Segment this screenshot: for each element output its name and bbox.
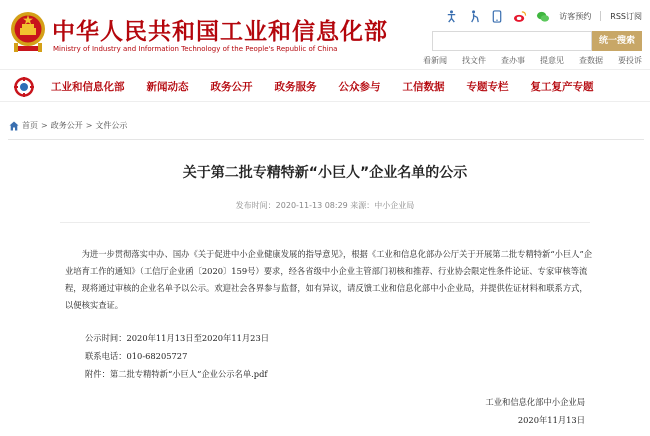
quick-link-services[interactable]: 查办事	[501, 56, 525, 65]
article-title: 关于第二批专精特新“小巨人”企业名单的公示	[182, 165, 468, 181]
breadcrumb-home[interactable]: 首页	[22, 121, 38, 130]
meta-divider	[60, 222, 590, 223]
breadcrumb-separator: >	[85, 121, 93, 130]
national-emblem-icon[interactable]	[10, 9, 46, 53]
nav-item-government-services[interactable]: 政务服务	[274, 81, 317, 93]
contact-phone: 联系电话：010-68205727	[85, 351, 188, 361]
breadcrumb-government-affairs[interactable]: 政务公开	[50, 121, 83, 130]
article-meta: 发布时间：2020-11-13 08:29 来源：中小企业局	[235, 201, 415, 210]
visit-appointment-link[interactable]: 访客预约	[559, 11, 592, 21]
nav-item-data[interactable]: 工信数据	[402, 81, 445, 93]
quick-links	[423, 55, 642, 66]
nav-item-ministry[interactable]: 工业和信息化部	[51, 81, 125, 93]
article-body: 为进一步贯彻落实中办、国办《关于促进中小企业健康发展的指导意见》，根据《工业和信息化部办公厅关于开展第二批专精特新“小巨人”企业培育工作的通知》（工信厅企业函〔2020〕159号）要求，经各省级中小企业主管部门初核和推荐、行业协会限定性条件论证、专家审核等流程，现将通过审核的企业名单予以公示。欢迎社会各界参与监督，如有异议，请反馈工业和信息化部中小企业局，并提供佐证材料和联系方式，以便核实查证。	[65, 249, 593, 310]
main-nav	[0, 69, 650, 102]
breadcrumb-file-notice[interactable]: 文件公示	[95, 121, 128, 130]
notice-period: 公示时间：2020年11月13日至2020年11月23日	[85, 333, 270, 343]
nav-item-news[interactable]: 新闻动态	[146, 81, 189, 93]
attachment-link[interactable]: 附件：第二批专精特新“小巨人”企业公示名单.pdf	[85, 369, 268, 379]
nav-item-resumption-topic[interactable]: 复工复产专题	[530, 81, 594, 93]
breadcrumb-separator: >	[41, 121, 48, 130]
nav-item-special-topics[interactable]: 专题专栏	[466, 81, 509, 93]
signature-date: 2020年11月13日	[517, 415, 585, 425]
site-header	[0, 0, 650, 66]
quick-link-files[interactable]: 找文件	[462, 56, 486, 65]
site-name[interactable]: 中华人民共和国工业和信息化部	[52, 19, 388, 45]
site-name-english: Ministry of Industry and Information Technology of the People's Republic of China	[53, 45, 338, 53]
quick-link-data[interactable]: 查数据	[579, 56, 603, 65]
top-toolbar	[444, 9, 642, 23]
ministry-logo-icon[interactable]	[14, 77, 34, 97]
breadcrumb-divider	[8, 139, 644, 140]
quick-link-news[interactable]: 看新闻	[423, 56, 447, 65]
mobile-icon[interactable]	[490, 9, 504, 23]
home-icon	[9, 121, 19, 131]
quick-link-complaint[interactable]: 要投诉	[618, 56, 642, 65]
signature: 工业和信息化部中小企业局	[485, 397, 585, 407]
search-button[interactable]: 统一搜索	[592, 31, 642, 51]
wechat-icon[interactable]	[536, 9, 550, 23]
quick-link-feedback[interactable]: 提意见	[540, 56, 564, 65]
breadcrumb	[9, 120, 127, 131]
nav-item-public-participation[interactable]: 公众参与	[338, 81, 381, 93]
accessibility-icon[interactable]	[444, 9, 458, 23]
nav-item-government-affairs[interactable]: 政务公开	[210, 81, 253, 93]
rss-link[interactable]: RSS订阅	[610, 11, 642, 21]
toolbar-divider	[600, 11, 601, 21]
elderly-mode-icon[interactable]	[467, 9, 481, 23]
weibo-icon[interactable]	[513, 9, 527, 23]
search-input[interactable]	[432, 31, 592, 51]
